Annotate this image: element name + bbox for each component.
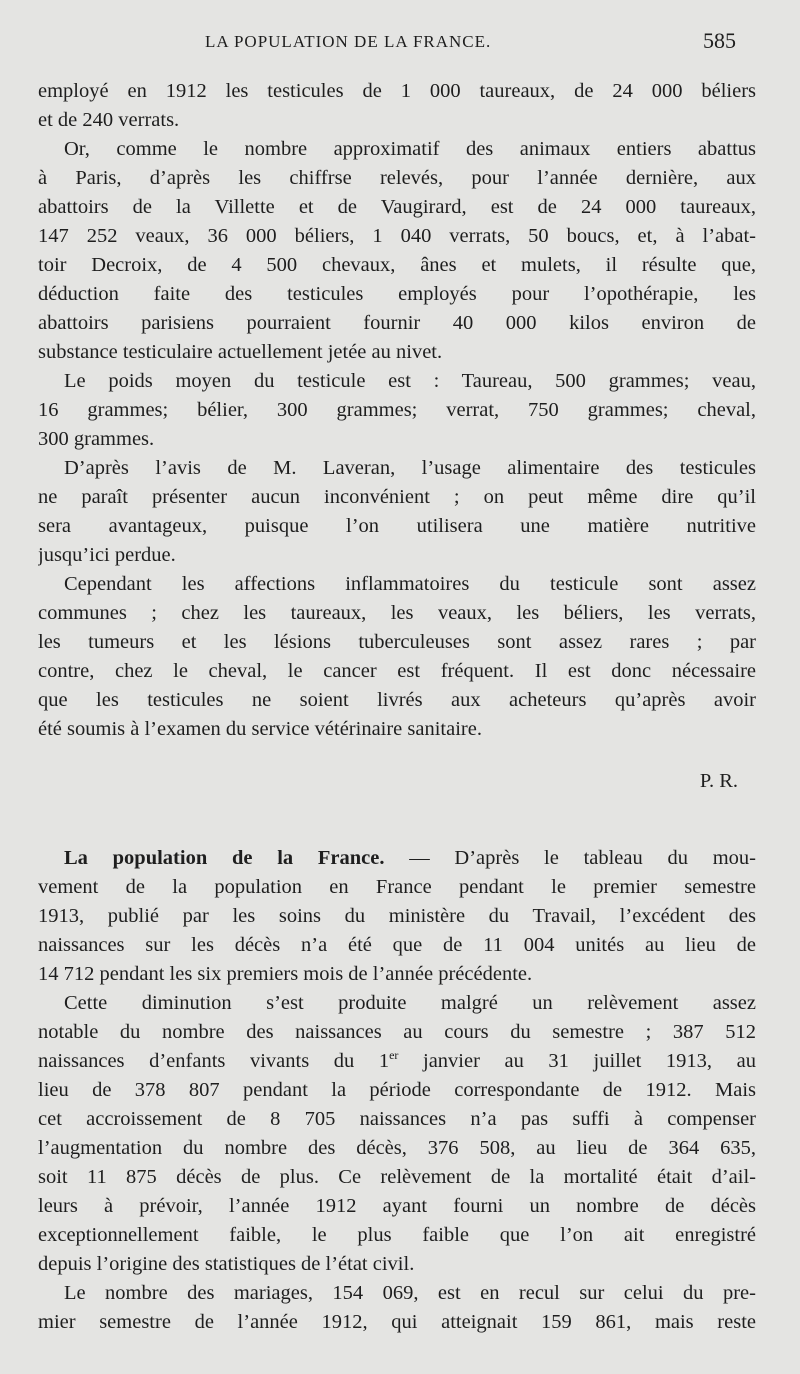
text-run: communes ; chez les taureaux, les veaux, les béliers, les verrats, — [38, 602, 756, 624]
text-run: 16 grammes; bélier, 300 grammes; verrat, 750 grammes; cheval, — [38, 399, 756, 421]
text-run: soit 11 875 décès de plus. Ce relèvement de la mortalité était d’ail- — [38, 1166, 756, 1188]
text-run: notable du nombre des naissances au cours du semestre ; 387 512 — [38, 1021, 756, 1043]
text-line — [38, 106, 756, 135]
text-run: 147 252 veaux, 36 000 béliers, 1 040 verrats, 50 boucs, et, à l’abat- — [38, 225, 756, 247]
text-line — [38, 1134, 756, 1163]
text-run: Le poids moyen du testicule est : Taureau, 500 grammes; veau, — [64, 370, 756, 392]
text-run: Or, comme le nombre approximatif des animaux entiers abattus — [64, 138, 756, 160]
text-line — [38, 1250, 756, 1279]
text-run: que les testicules ne soient livrés aux acheteurs qu’après avoir — [38, 689, 756, 711]
text-line — [38, 309, 756, 338]
text-line — [38, 570, 756, 599]
text-run: contre, chez le cheval, le cancer est fréquent. Il est donc nécessaire — [38, 660, 756, 682]
text-line — [38, 454, 756, 483]
text-line — [38, 251, 756, 280]
text-line — [38, 425, 756, 454]
text-run: 1913, publié par les soins du ministère du Travail, l’excédent des — [38, 905, 756, 927]
text-line — [38, 338, 756, 367]
text-run: naissances sur les décès n’a été que de 11 004 unités au lieu de — [38, 934, 756, 956]
text-line — [38, 767, 756, 796]
text-run: D’après l’avis de M. Laveran, l’usage alimentaire des testicules — [64, 457, 756, 479]
text-line — [38, 367, 756, 396]
text-line — [38, 686, 756, 715]
text-run: exceptionnellement faible, le plus faible que l’on ait enregistré — [38, 1224, 756, 1246]
text-run: ne paraît présenter aucun inconvénient ; on peut même dire qu’il — [38, 486, 756, 508]
text-run: été soumis à l’examen du service vétérinaire sanitaire. — [38, 718, 482, 740]
text-run: déduction faite des testicules employés pour l’opothérapie, les — [38, 283, 756, 305]
text-run: leurs à prévoir, l’année 1912 ayant fourni un nombre de décès — [38, 1195, 756, 1217]
signature-block — [38, 767, 756, 796]
section-heading: La population de la France. — [64, 847, 385, 869]
text-run: et de 240 verrats. — [38, 109, 180, 131]
text-run: substance testiculaire actuellement jetée au nivet. — [38, 341, 443, 363]
text-run: Cependant les affections inflammatoires du testicule sont assez — [64, 573, 756, 595]
text-line — [38, 715, 756, 744]
text-run: depuis l’origine des statistiques de l’état civil. — [38, 1253, 415, 1275]
text-run: 300 grammes. — [38, 428, 155, 450]
running-header: LA POPULATION DE LA FRANCE. — [205, 32, 492, 51]
text-run: abattoirs de la Villette et de Vaugirard, est de 24 000 taureaux, — [38, 196, 756, 218]
text-run: janvier au 31 juillet 1913, au — [398, 1050, 756, 1072]
article-population-text — [38, 844, 756, 1337]
text-run: — D’après le tableau du mou- — [384, 847, 756, 869]
text-line — [38, 628, 756, 657]
text-run: cet accroissement de 8 705 naissances n’a pas suffi à compenser — [38, 1108, 756, 1130]
text-line — [38, 844, 756, 873]
text-run: les tumeurs et les lésions tuberculeuses sont assez rares ; par — [38, 631, 756, 653]
text-run: 14 712 pendant les six premiers mois de l’année précédente. — [38, 963, 533, 985]
text-line — [38, 599, 756, 628]
text-line — [38, 1105, 756, 1134]
text-line — [38, 960, 756, 989]
text-run: l’augmentation du nombre des décès, 376 508, au lieu de 364 635, — [38, 1137, 756, 1159]
text-line — [38, 193, 756, 222]
text-line — [38, 1076, 756, 1105]
text-line — [38, 280, 756, 309]
text-line — [38, 1163, 756, 1192]
text-run: à Paris, d’après les chiffrse relevés, pour l’année dernière, aux — [38, 167, 756, 189]
text-line — [38, 77, 756, 106]
text-line — [38, 1192, 756, 1221]
text-line — [38, 1221, 756, 1250]
text-line — [38, 483, 756, 512]
text-run: P. R. — [699, 770, 738, 792]
text-line — [38, 135, 756, 164]
text-run: abattoirs parisiens pourraient fournir 40 000 kilos environ de — [38, 312, 756, 334]
text-run: Cette diminution s’est produite malgré un relèvement assez — [64, 992, 756, 1014]
text-line — [38, 657, 756, 686]
page-number: 585 — [703, 28, 736, 53]
text-run: toir Decroix, de 4 500 chevaux, ânes et mulets, il résulte que, — [38, 254, 756, 276]
text-line — [38, 164, 756, 193]
text-line — [38, 222, 756, 251]
text-line — [38, 1018, 756, 1047]
article-testicules-text — [38, 77, 756, 744]
text-line — [38, 873, 756, 902]
text-run: jusqu’ici perdue. — [38, 544, 176, 566]
text-line — [38, 931, 756, 960]
text-run: vement de la population en France pendant le premier semestre — [38, 876, 756, 898]
text-line — [38, 396, 756, 425]
text-line — [38, 1308, 756, 1337]
text-run: Le nombre des mariages, 154 069, est en recul sur celui du pre- — [64, 1282, 756, 1304]
text-run: naissances d’enfants vivants du 1 — [38, 1050, 390, 1072]
text-run: sera avantageux, puisque l’on utilisera une matière nutritive — [38, 515, 756, 537]
text-line — [38, 1047, 756, 1076]
text-line — [38, 512, 756, 541]
superscript: er — [389, 1048, 399, 1063]
text-line — [38, 989, 756, 1018]
text-run: employé en 1912 les testicules de 1 000 taureaux, de 24 000 béliers — [38, 80, 756, 102]
text-line — [38, 541, 756, 570]
text-run: lieu de 378 807 pendant la période correspondante de 1912. Mais — [38, 1079, 756, 1101]
text-line — [38, 902, 756, 931]
text-run: mier semestre de l’année 1912, qui atteignait 159 861, mais reste — [38, 1311, 756, 1333]
text-line — [38, 1279, 756, 1308]
